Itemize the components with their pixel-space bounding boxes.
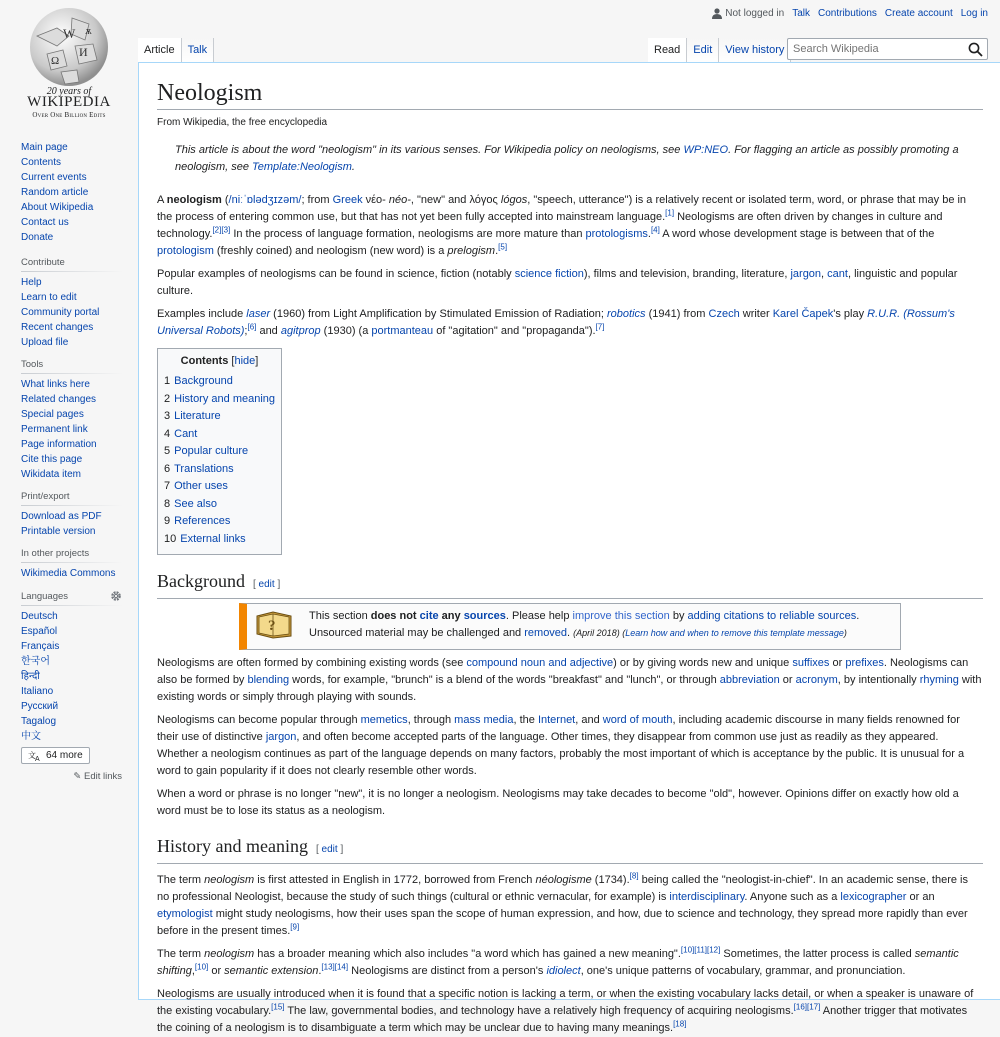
ref-15[interactable]: [15] [271, 1002, 285, 1012]
sidebar-item-cite-this-page[interactable]: Cite this page [21, 454, 83, 465]
ipa-link[interactable]: /niːˈɒlədʒɪzəm/ [228, 194, 302, 206]
sidebar-item-lang-ko[interactable]: 한국어 [21, 656, 50, 667]
lexicographer-link[interactable]: lexicographer [840, 891, 907, 903]
sidebar-item-contact[interactable]: Contact us [21, 217, 69, 228]
hatnote: This article is about the word "neologism" in its various senses. For Wikipedia policy on neologisms, see WP:NEO. For flagging an article as possibly promoting a neologism, see Template:Neologism. [175, 144, 959, 173]
removed-link[interactable]: removed [524, 627, 568, 639]
user-icon [712, 8, 722, 19]
page-title: Neologism [157, 79, 983, 110]
ref-9[interactable]: [9] [290, 922, 300, 932]
section-heading-history: History and meaning [ edit ] [157, 834, 983, 864]
tab-edit[interactable]: Edit [687, 38, 719, 63]
improve-section-link[interactable]: improve this section [572, 610, 670, 622]
toc-list [164, 373, 275, 548]
ref-1[interactable]: [1] [665, 208, 675, 218]
sidebar [0, 140, 138, 791]
logo-wordmark: WIKIPEDIA [27, 94, 111, 110]
print-export-portal [0, 491, 138, 539]
tab-view-history[interactable]: View history [719, 38, 791, 63]
adding-citations-link[interactable]: adding citations to reliable sources [687, 610, 857, 622]
protologism-link[interactable]: protologism [157, 245, 214, 257]
pencil-icon: ✎ [73, 771, 82, 782]
toc-item[interactable]: 7 Other uses [164, 480, 228, 492]
more-languages-label: 64 more [46, 750, 83, 761]
contributions-link[interactable]: Contributions [818, 8, 877, 19]
ref-14[interactable]: [14] [334, 962, 349, 972]
intro-paragraph: A neologism (/niːˈɒlədʒɪzəm/; from Greek νέο- néo-, "new" and λόγος lógos, "speech, utterance") is a relatively recent or isolated term, word, or phrase that may be in the process of entering common use, but that has not yet been fully accepted into mainstream language.[1] Neologisms are often driven by changes in culture and technology.[2][3] In the process of language formation, neologisms are more mature than protologisms.[4] A word whose development stage is between that of the protologism (freshly coined) and neologism (new word) is a prelogism.[5] [157, 194, 967, 257]
ref-11[interactable]: [11] [694, 945, 707, 955]
ref-4[interactable]: [4] [650, 225, 660, 235]
sidebar-item-what-links-here[interactable]: What links here [21, 379, 90, 390]
ref-12[interactable]: [12] [707, 945, 721, 955]
svg-text:И: И [79, 45, 88, 59]
section-heading-background: Background [ edit ] [157, 569, 983, 599]
namespace-tabs [138, 38, 214, 63]
sidebar-item-related-changes[interactable]: Related changes [21, 394, 97, 405]
personal-tools [712, 8, 988, 19]
not-logged-in [712, 8, 784, 19]
karel-capek-link[interactable]: Karel Čapek [772, 308, 834, 320]
word-of-mouth-link[interactable]: word of mouth [602, 714, 673, 726]
ref-16[interactable]: [16] [793, 1002, 807, 1012]
search-input[interactable] [788, 39, 958, 59]
mass-media-link[interactable]: mass media [454, 714, 514, 726]
protologisms-link[interactable]: protologisms [585, 228, 648, 240]
toc-hide-toggle[interactable]: [hide] [231, 355, 259, 367]
background-paragraph-3: When a word or phrase is no longer "new", it is no longer a neologism. Neologisms may take decades to become "old", however. Opinions differ on exactly how old a word must be to lose its status as a neologism. [157, 788, 959, 817]
other-projects-portal [0, 548, 138, 581]
jargon-link-2[interactable]: jargon [265, 731, 297, 743]
contribute-portal [0, 257, 138, 350]
sidebar-item-lang-it[interactable]: Italiano [21, 686, 54, 697]
sidebar-item-page-information[interactable]: Page information [21, 439, 97, 450]
ref-10[interactable]: [10] [680, 945, 695, 955]
question-book-icon [255, 608, 295, 646]
contribute-heading: Contribute [21, 257, 122, 272]
sidebar-item-lang-de[interactable]: Deutsch [21, 611, 58, 622]
laser-link[interactable]: laser [246, 308, 271, 320]
talk-link[interactable]: Talk [792, 8, 810, 19]
jargon-link[interactable]: jargon [790, 268, 822, 280]
idiolect-link[interactable]: idiolect [546, 965, 581, 977]
internet-link[interactable]: Internet [537, 714, 576, 726]
ref-5[interactable]: [5] [498, 242, 508, 252]
site-subtitle: From Wikipedia, the free encyclopedia [157, 117, 328, 128]
edit-links-label: Edit links [83, 771, 122, 782]
cant-link[interactable]: cant [827, 268, 848, 280]
edit-section-link[interactable]: [ edit ] [252, 579, 281, 590]
content-area [138, 62, 1000, 1034]
sidebar-item-contents[interactable]: Contents [21, 157, 62, 168]
toc-item[interactable]: 6 Translations [164, 462, 234, 475]
toc-title: Contents [180, 355, 229, 367]
unsourced-warning-box [239, 603, 901, 650]
search-box [787, 38, 988, 60]
table-of-contents [157, 348, 282, 555]
ref-17[interactable]: [17] [807, 1002, 821, 1012]
greek-link[interactable]: Greek [332, 194, 363, 206]
prefixes-link[interactable]: prefixes [845, 657, 884, 669]
sidebar-item-lang-tl[interactable]: Tagalog [21, 716, 57, 727]
wp-neo-link[interactable]: WP:NEO [683, 144, 729, 156]
edit-links[interactable] [21, 771, 122, 782]
czech-link[interactable]: Czech [708, 308, 740, 320]
sidebar-item-download-pdf[interactable]: Download as PDF [21, 511, 102, 522]
languages-heading [21, 590, 122, 606]
agitprop-link[interactable]: agitprop [280, 325, 321, 337]
ref-2[interactable]: [2] [212, 225, 222, 235]
rur-link[interactable]: R.U.R. (Rossum's Universal Robots) [157, 308, 955, 337]
toc-item[interactable]: 8 See also [164, 497, 217, 510]
toc-item[interactable]: 3 Literature [164, 410, 221, 422]
wikipedia-logo[interactable] [0, 0, 138, 124]
logo-anniversary-text: 20 years of [46, 86, 92, 97]
sidebar-item-community-portal[interactable]: Community portal [21, 307, 100, 318]
sidebar-item-lang-zh[interactable]: 中文 [21, 731, 41, 742]
tab-talk[interactable]: Talk [182, 38, 215, 63]
ref-13[interactable]: [13] [321, 962, 335, 972]
sidebar-item-learn-to-edit[interactable]: Learn to edit [21, 292, 77, 303]
toc-item[interactable]: 5 Popular culture [164, 445, 249, 457]
rhyming-link[interactable]: rhyming [919, 674, 959, 686]
svg-text:文: 文 [28, 751, 36, 760]
sidebar-item-upload-file[interactable]: Upload file [21, 337, 69, 348]
languages-portal [0, 590, 138, 782]
sidebar-item-main-page[interactable]: Main page [21, 142, 68, 153]
sidebar-item-printable-version[interactable]: Printable version [21, 526, 96, 537]
languages-heading-label: Languages [21, 590, 69, 602]
sidebar-item-wikimedia-commons[interactable]: Wikimedia Commons [21, 568, 116, 579]
not-logged-in-label: Not logged in [725, 8, 785, 19]
sidebar-item-lang-fr[interactable]: Français [21, 641, 60, 652]
examples-paragraph: Examples include laser (1960) from Light Amplification by Stimulated Emission of Radiation; robotics (1941) from Czech writer Karel Čapek's play R.U.R. (Rossum's Universal Robots);[6] and agitprop (1930) (a portmanteau of "agitation" and "propaganda").[7] [157, 308, 955, 337]
ambox-text: This section does not cite any sources. Please help improve this section by adding citations to reliable sources. Unsourced material may be challenged and removed. (April 2018) (Learn how and when to remove this template message) [309, 610, 860, 639]
ref-8[interactable]: [8] [629, 871, 639, 881]
svg-text:?: ? [268, 618, 276, 634]
toc-item[interactable]: 2 History and meaning [164, 392, 276, 405]
log-in-link[interactable]: Log in [960, 8, 988, 19]
compound-noun-link[interactable]: compound noun and adjective [466, 657, 614, 669]
more-languages-button[interactable] [21, 747, 90, 764]
ref-7[interactable]: [7] [595, 322, 605, 332]
robotics-link[interactable]: robotics [607, 308, 646, 320]
sidebar-item-special-pages[interactable]: Special pages [21, 409, 84, 420]
sidebar-item-help[interactable]: Help [21, 277, 42, 288]
background-paragraph-2: Neologisms can become popular through memetics, through mass media, the Internet, and word of mouth, including academic discourse in many fields renowned for their use of distinctive jargon, and often become accepted parts of the language. Other times, they disappear from common use just as readily as they appeared. Whether a neologism continues as part of the language depends on many factors, probably the most important of which is acceptance by the public. It is unusual for a word to gain popularity if it does not clearly resemble other words. [157, 714, 965, 777]
suffixes-link[interactable]: suffixes [792, 657, 830, 669]
toc-heading [164, 355, 275, 367]
svg-text:Ω: Ω [51, 55, 60, 67]
interdisciplinary-link[interactable]: interdisciplinary [669, 891, 745, 903]
sidebar-item-recent-changes[interactable]: Recent changes [21, 322, 94, 333]
blending-link[interactable]: blending [247, 674, 290, 686]
cite-link[interactable]: cite [419, 610, 439, 622]
print-export-heading: Print/export [21, 491, 122, 506]
etymologist-link[interactable]: etymologist [157, 908, 213, 920]
sidebar-item-random-article[interactable]: Random article [21, 187, 89, 198]
sidebar-item-about[interactable]: About Wikipedia [21, 202, 94, 213]
search-icon[interactable] [968, 42, 983, 57]
ref-18[interactable]: [18] [673, 1019, 687, 1029]
science-fiction-link[interactable]: science fiction [514, 268, 584, 280]
sidebar-item-permanent-link[interactable]: Permanent link [21, 424, 88, 435]
navigation-portal [0, 140, 138, 245]
popular-paragraph: Popular examples of neologisms can be found in science, fiction (notably science fiction), films and television, branding, literature, jargon, cant, linguistic and popular culture. [157, 268, 958, 297]
sidebar-item-donate[interactable]: Donate [21, 232, 54, 243]
sidebar-item-lang-ru[interactable]: Русский [21, 701, 59, 712]
tab-read[interactable]: Read [648, 38, 687, 63]
toc-item[interactable]: 1 Background [164, 375, 233, 387]
toc-item[interactable]: 4 Cant [164, 427, 198, 440]
svg-text:W: W [63, 26, 76, 41]
translate-icon [28, 750, 41, 761]
history-paragraph-3: Neologisms are usually introduced when it is found that a specific notion is lacking a term, or when the existing vocabulary lacks detail, or when a speaker is unaware of the existing vocabulary.[15] The law, governmental bodies, and technology have a relatively high frequency of acquiring neologisms.[16][17] Another trigger that motivates the coining of a neologism is to disambiguate a term which may be unclear due to having many meanings.[18] [157, 988, 974, 1034]
logo-tagline: Over One Billion Edits [32, 111, 106, 119]
abbreviation-link[interactable]: abbreviation [719, 674, 780, 686]
globe-icon [27, 6, 111, 88]
sidebar-item-current-events[interactable]: Current events [21, 172, 87, 183]
learn-remove-template-link[interactable]: Learn how and when to remove this template message [625, 628, 844, 638]
svg-text:A: A [35, 756, 40, 763]
template-neologism-link[interactable]: Template:Neologism [252, 161, 352, 173]
svg-text:ѫ: ѫ [85, 26, 92, 37]
tools-heading: Tools [21, 359, 122, 374]
create-account-link[interactable]: Create account [884, 8, 953, 19]
toc-item[interactable]: 10 External links [164, 532, 246, 545]
sidebar-item-wikidata-item[interactable]: Wikidata item [21, 469, 82, 480]
sources-link[interactable]: sources [463, 610, 506, 622]
ref-3[interactable]: [3] [221, 225, 231, 235]
sidebar-item-lang-es[interactable]: Español [21, 626, 58, 637]
view-tabs [648, 38, 791, 63]
toc-item[interactable]: 9 References [164, 515, 231, 527]
background-paragraph-1: Neologisms are often formed by combining existing words (see compound noun and adjective) or by giving words new and unique suffixes or prefixes. Neologisms can also be formed by blending words, for example, "brunch" is a blend of the words "breakfast" and "lunch", or through abbreviation or acronym, by intentionally rhyming with existing words or simply through playing with sounds. [157, 657, 982, 703]
other-projects-heading: In other projects [21, 548, 122, 563]
gear-icon[interactable] [110, 590, 122, 602]
ref-10b[interactable]: [10] [194, 962, 209, 972]
history-paragraph-1: The term neologism is first attested in English in 1772, borrowed from French néologisme (1734).[8] being called the "neologist-in-chief". In an academic sense, there is no professional Neologist, because the study of such things (cultural or ethnic vernacular, for example) is interdisciplinary. Anyone such as a lexicographer or an etymologist might study neologisms, how their uses span the scope of human expression, and how, due to science and technology, they spread more rapidly than ever before in the present times.[9] [157, 871, 969, 937]
memetics-link[interactable]: memetics [360, 714, 408, 726]
ref-6[interactable]: [6] [247, 322, 257, 332]
history-paragraph-2: The term neologism has a broader meaning which also includes "a word which has gained a new meaning".[10][11][12] Sometimes, the latter process is called semantic shifting,[10] or semantic extension.[13][14] Neologisms are distinct from a person's idiolect, one's unique patterns of vocabulary, grammar, and pronunciation. [157, 945, 959, 977]
tools-portal [0, 359, 138, 482]
sidebar-item-lang-hi[interactable]: हिन्दी [21, 671, 40, 682]
tab-article[interactable]: Article [138, 38, 182, 63]
edit-section-link[interactable]: [ edit ] [315, 844, 344, 855]
acronym-link[interactable]: acronym [795, 674, 838, 686]
portmanteau-link[interactable]: portmanteau [371, 325, 434, 337]
